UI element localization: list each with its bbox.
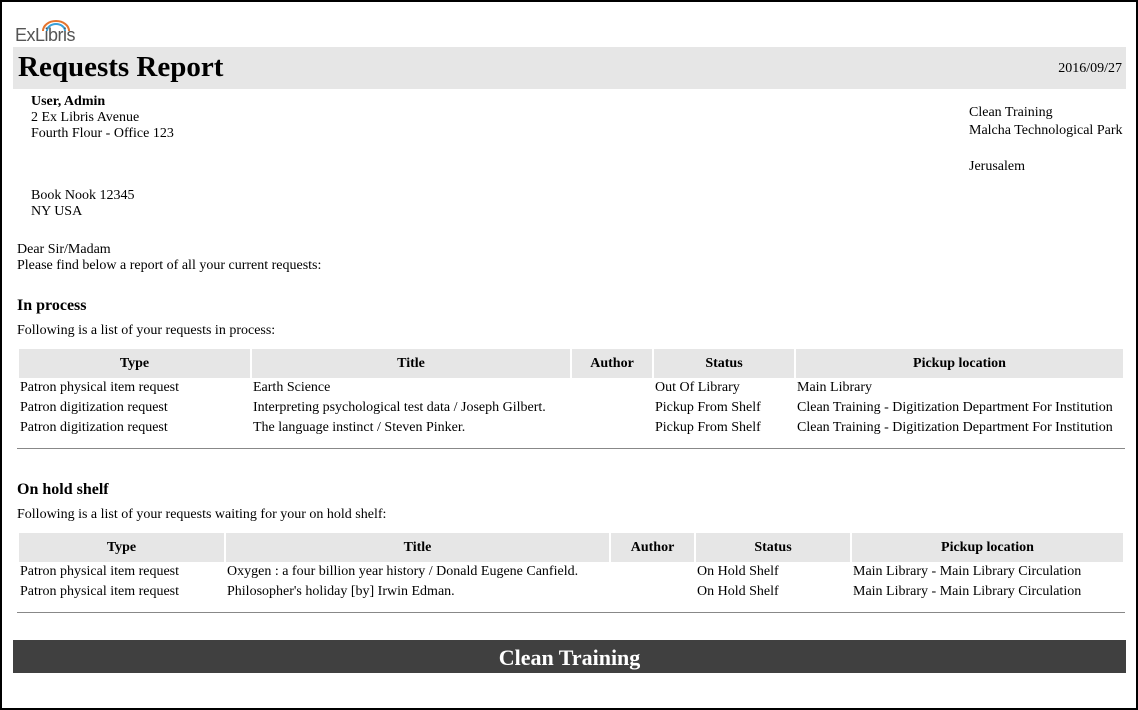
cell-status: Out Of Library	[655, 380, 740, 395]
cell-author	[611, 582, 694, 602]
cell-title: Philosopher's holiday [by] Irwin Edman.	[227, 584, 455, 599]
table-row	[19, 378, 1123, 398]
cell-title: The language instinct / Steven Pinker.	[253, 420, 466, 435]
cell-author	[611, 562, 694, 582]
recipient-address	[31, 94, 174, 142]
column-header-type: Type	[19, 533, 224, 562]
recipient-line: Book Nook 12345	[31, 188, 135, 203]
cell-type: Patron digitization request	[20, 420, 168, 435]
cell-pickup-location: Main Library - Main Library Circulation	[853, 564, 1082, 579]
cell-status: Pickup From Shelf	[655, 400, 761, 415]
column-header-pickup-location: Pickup location	[796, 349, 1123, 378]
column-header-status: Status	[696, 533, 850, 562]
section-title-on-hold: On hold shelf	[17, 481, 109, 498]
sender-address	[969, 104, 1123, 176]
cell-title: Earth Science	[253, 380, 331, 395]
cell-author	[572, 418, 652, 438]
cell-status: On Hold Shelf	[697, 584, 779, 599]
cell-pickup-location: Main Library	[797, 380, 873, 395]
cell-pickup-location: Main Library - Main Library Circulation	[853, 584, 1082, 599]
exlibris-logo	[15, 20, 85, 46]
cell-pickup-location: Clean Training - Digitization Department For Institution	[797, 420, 1113, 435]
section-divider	[17, 612, 1125, 613]
cell-type: Patron digitization request	[20, 400, 168, 415]
section-divider	[17, 448, 1125, 449]
recipient-address-2	[31, 188, 134, 220]
section-title-in-process: In process	[17, 297, 87, 314]
recipient-line: Fourth Flour - Office 123	[31, 126, 174, 141]
cell-status: On Hold Shelf	[697, 564, 779, 579]
footer-bar: Clean Training	[13, 640, 1126, 673]
column-header-pickup-location: Pickup location	[852, 533, 1123, 562]
sender-line: Jerusalem	[969, 159, 1025, 174]
in-process-table	[17, 349, 1125, 438]
cell-author	[572, 398, 652, 418]
logo-text: ExLibris	[15, 25, 76, 45]
cell-type: Patron physical item request	[20, 380, 180, 395]
sender-line: Clean Training	[969, 105, 1053, 120]
table-header-row	[19, 533, 1123, 562]
table-row	[19, 582, 1123, 602]
table-row	[19, 418, 1123, 438]
table-row	[19, 562, 1123, 582]
column-header-author: Author	[611, 533, 694, 562]
recipient-name: User, Admin	[31, 94, 106, 109]
cell-pickup-location: Clean Training - Digitization Department For Institution	[797, 400, 1113, 415]
column-header-title: Title	[226, 533, 609, 562]
cell-title: Interpreting psychological test data / Joseph Gilbert.	[253, 400, 546, 415]
report-title: Requests Report	[18, 51, 224, 83]
intro-text: Please find below a report of all your current requests:	[17, 258, 322, 273]
recipient-line: NY USA	[31, 204, 83, 219]
table-header-row	[19, 349, 1123, 378]
greeting	[17, 242, 321, 274]
report-date: 2016/09/27	[1058, 61, 1122, 76]
cell-title: Oxygen : a four billion year history / Donald Eugene Canfield.	[227, 564, 579, 579]
salutation: Dear Sir/Madam	[17, 242, 111, 257]
cell-type: Patron physical item request	[20, 584, 180, 599]
column-header-type: Type	[19, 349, 250, 378]
section-intro-in-process: Following is a list of your requests in process:	[17, 323, 276, 338]
column-header-author: Author	[572, 349, 652, 378]
column-header-status: Status	[654, 349, 794, 378]
report-header	[13, 47, 1126, 89]
section-intro-on-hold: Following is a list of your requests waiting for your on hold shelf:	[17, 507, 387, 522]
cell-status: Pickup From Shelf	[655, 420, 761, 435]
on-hold-table	[17, 533, 1125, 602]
sender-line: Malcha Technological Park	[969, 123, 1123, 138]
recipient-line: 2 Ex Libris Avenue	[31, 110, 140, 125]
cell-type: Patron physical item request	[20, 564, 180, 579]
cell-author	[572, 378, 652, 398]
column-header-title: Title	[252, 349, 570, 378]
table-row	[19, 398, 1123, 418]
